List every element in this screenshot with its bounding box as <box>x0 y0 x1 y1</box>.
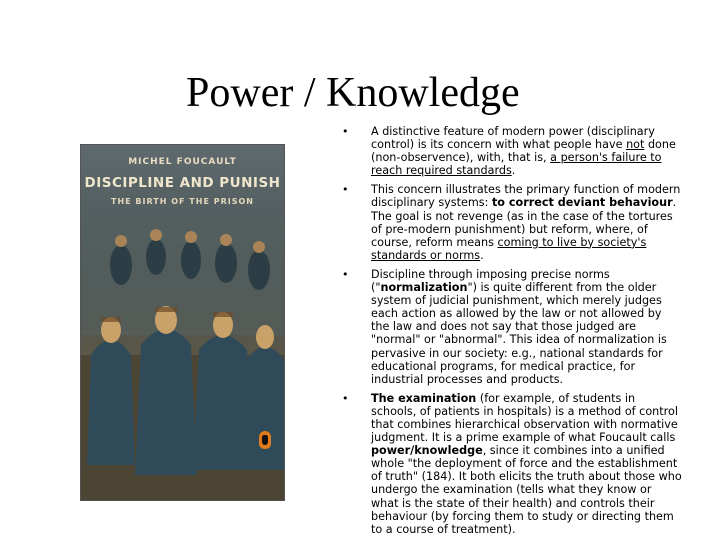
cover-title: DISCIPLINE AND PUNISH <box>84 175 281 191</box>
bullet-item: • Discipline through imposing precise norms ("normalization") is quite different from the older system of judicial punishment, which merely judges each action as allowed by the law or not allowed by the law and does not say that those judged are "normal" or "abnormal". This idea of normalization is pervasive in our society: e.g., national standards for educational programs, for medical practice, for industrial processes and products. <box>342 268 682 386</box>
cover-subtitle: THE BIRTH OF THE PRISON <box>111 197 254 206</box>
bullet-item: • A distinctive feature of modern power (disciplinary control) is its concern with what people have not done (non-observence), with, that is, a person's failure to reach required standards. <box>342 125 682 177</box>
slide-title: Power / Knowledge <box>186 70 520 116</box>
penguin-logo-icon <box>259 431 271 449</box>
bullet-item: • This concern illustrates the primary function of modern disciplinary systems: to correct deviant behaviour. The goal is not revenge (as in the case of the tortures of pre-modern punishment) but reform, where, of course, reform means coming to live by society's standards or norms. <box>342 183 682 262</box>
bullet-item: • The examination (for example, of students in schools, of patients in hospitals) is a method of control that combines hierarchical observation with normative judgment. It is a prime example of what Foucault calls power/knowledge, since it combines into a unified whole "the deployment of force and the establishment of truth" (184). It both elicits the truth about those who undergo the examination (tells what they know or what is the state of their health) and controls their behaviour (by forcing them to study or directing them to a course of treatment). <box>342 392 682 536</box>
book-cover-image <box>80 144 285 501</box>
cover-author: MICHEL FOUCAULT <box>128 157 237 167</box>
bullet-list <box>342 125 682 542</box>
